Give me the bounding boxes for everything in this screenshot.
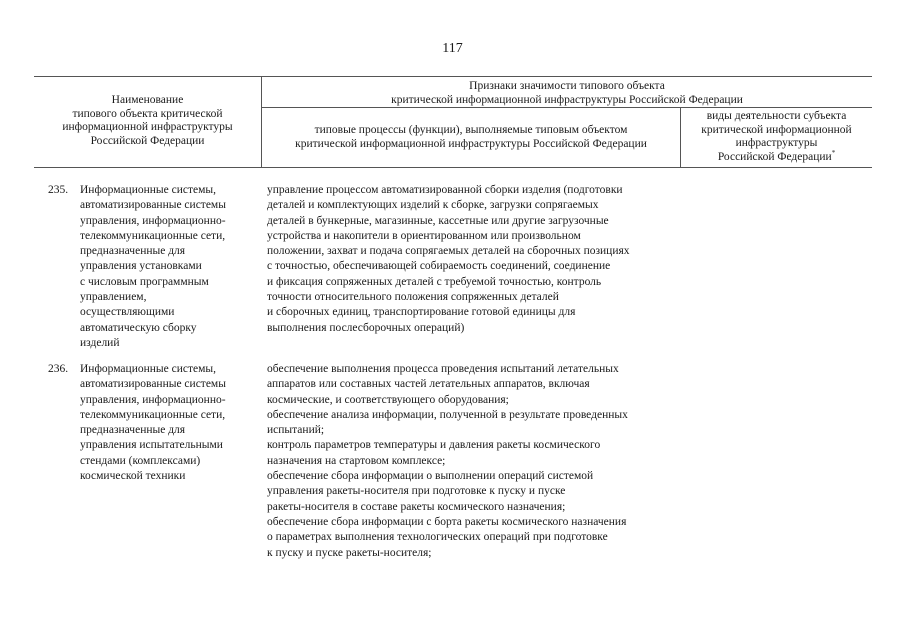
table-top-rule xyxy=(34,76,872,77)
header-processes-line: типовые процессы (функции), выполняемые типовым объектом xyxy=(314,124,628,136)
header-name-line: типового объекта критической xyxy=(72,107,223,120)
header-bottom-rule xyxy=(34,167,872,168)
page-number: 117 xyxy=(442,41,463,56)
row-processes: управление процессом автоматизированной сборки изделия (подготовки деталей и комплектующих изделий к сборке, загрузки сопрягаемых деталей в бункерные, магазинные, кассетные или другие загрузочные устройства и накопители в ориентированном или произвольном положении, захват и подача сопрягаемых деталей на сборочных позициях с точностью, обеспечивающей собираемость соединений, соединение и фиксация сопряженных деталей с требуемой точностью, контроль точности относительного положения сопряженных деталей и сборочных единиц, транспортирование готовой единицы для выполнения послесборочных операций) xyxy=(267,184,630,334)
footnote-marker: * xyxy=(831,148,836,157)
header-processes-column xyxy=(262,124,680,151)
header-name-line: Российской Федерации xyxy=(90,134,205,147)
row-number: 236. xyxy=(48,363,69,375)
header-processes-line: критической информационной инфраструктуры Российской Федерации xyxy=(295,137,647,150)
header-activities-line: инфраструктуры xyxy=(735,137,818,149)
row-object-name: Информационные системы, автоматизированные системы управления, информационно- телекоммуникационные сети, предназначенные для управления испытательными стендами (комплексами) космической техники xyxy=(80,363,226,483)
header-activities-column xyxy=(681,110,872,164)
header-name-line: информационной инфраструктуры xyxy=(62,121,233,133)
header-name-line: Наименование xyxy=(111,94,184,106)
row-number: 235. xyxy=(48,184,69,196)
header-activities-line: критической информационной xyxy=(701,123,852,136)
group-title-rule xyxy=(261,107,872,108)
header-activities-line: виды деятельности субъекта xyxy=(706,110,847,122)
header-name-column xyxy=(34,94,261,148)
header-group-line: критической информационной инфраструктуры Российской Федерации xyxy=(391,93,743,106)
header-activities-line xyxy=(681,148,872,165)
header-group-title xyxy=(262,80,872,107)
row-object-name: Информационные системы, автоматизированные системы управления, информационно- телекоммуникационные сети, предназначенные для управления установками с числовым программным управлением, осуществляющими автоматическую сборку изделий xyxy=(80,184,226,349)
header-group-line: Признаки значимости типового объекта xyxy=(469,80,665,92)
header-activities-text: Российской Федерации xyxy=(717,150,832,163)
row-processes: обеспечение выполнения процесса проведения испытаний летательных аппаратов или составных частей летательных аппаратов, включая космические, и соответствующего оборудования; обеспечение анализа информации, полученной в результате проведенных испытаний; контроль параметров температуры и давления ракеты космического назначения на стартовом комплексе; обеспечение сбора информации о выполнении операций системой управления ракеты-носителя при подготовке к пуску и пуске ракеты-носителя в составе ракеты космического назначения; обеспечение сбора информации с борта ракеты космического назначения о параметрах выполнения технологических операций при подготовке к пуску и пуске ракеты-носителя; xyxy=(267,363,628,559)
